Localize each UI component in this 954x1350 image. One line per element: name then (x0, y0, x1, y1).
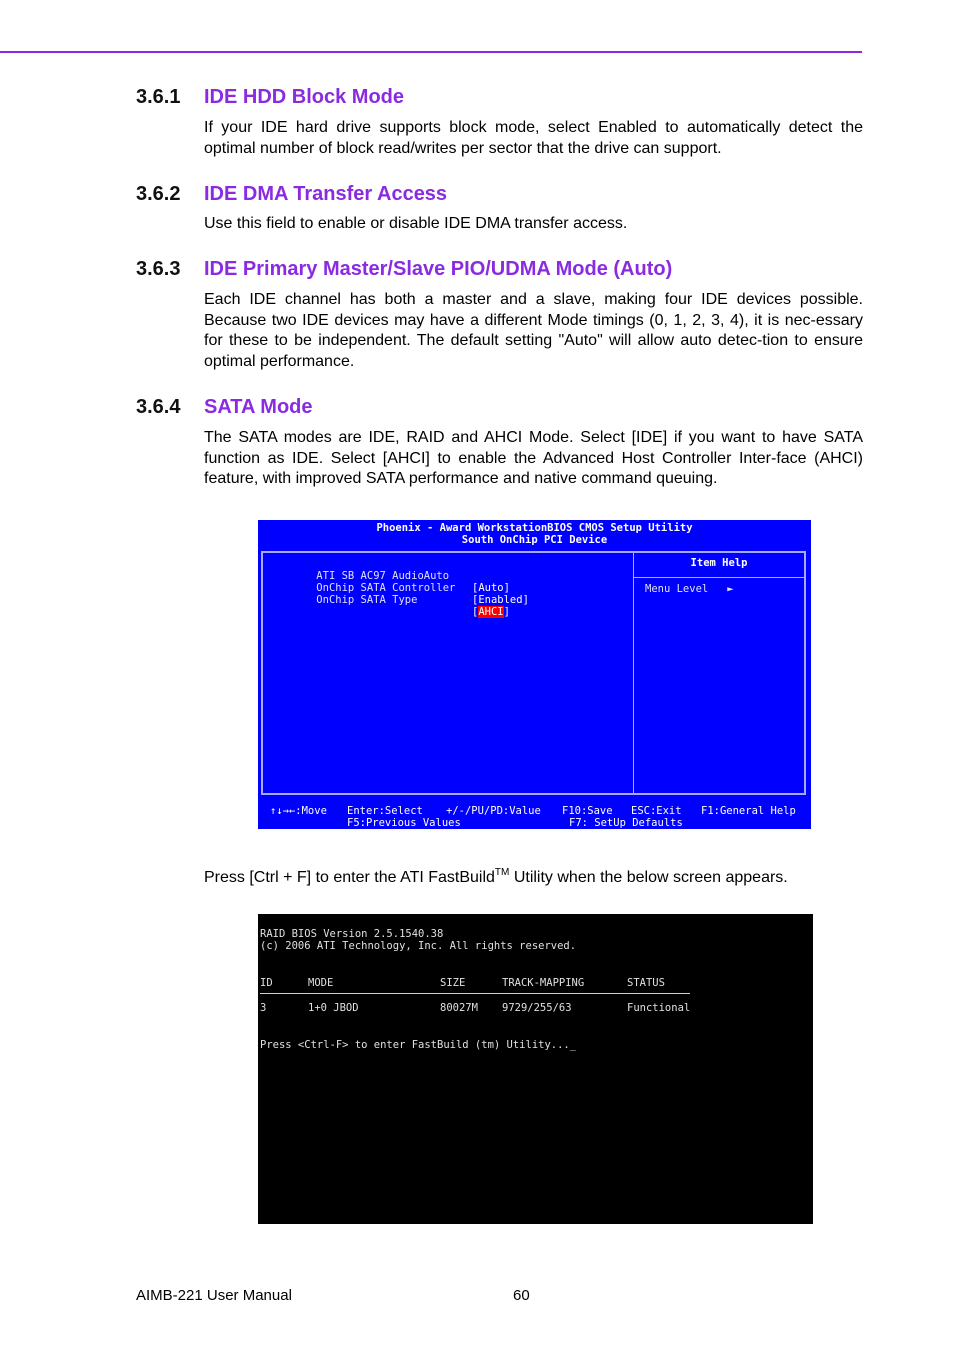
manual-name: AIMB-221 User Manual (136, 1287, 292, 1304)
bios-option-label: ATI SB AC97 AudioAuto (316, 570, 450, 582)
section-body: The SATA modes are IDE, RAID and AHCI Mode. Select [IDE] if you want to have SATA function as IDE. Select [AHCI] to enable the Advanced Host Controller Inter-face (AHCI) feature, with improved SATA performance and native command queuing. (204, 429, 863, 488)
key-exit: ESC:Exit (631, 805, 682, 817)
key-value: +/-/PU/PD:Value (446, 805, 541, 817)
press-note (204, 863, 788, 888)
raid-cell-status: Functional (627, 1002, 691, 1014)
bracket-close: ] (503, 606, 510, 618)
key-save: F10:Save (562, 805, 613, 817)
key-select: Enter:Select (347, 805, 423, 817)
raid-version: RAID BIOS Version 2.5.1540.38 (260, 928, 444, 940)
section-body: Each IDE channel has both a master and a slave, making four IDE devices possible. Because two IDE devices may have a different Mode timings (0, 1, 2, 3, 4), it is nec-essary for these to be independent. The default setting "Auto" will allow auto detec-tion to ensure optimal performance. (204, 291, 863, 370)
section-title: IDE Primary Master/Slave PIO/UDMA Mode (Auto) (204, 258, 673, 280)
raid-header-status: STATUS (627, 977, 665, 989)
bios-help-divider (634, 577, 804, 578)
section-body: Use this field to enable or disable IDE DMA transfer access. (204, 215, 628, 232)
raid-cell-id: 3 (260, 1002, 267, 1014)
bios-footer (258, 799, 811, 829)
bios-divider (633, 553, 634, 793)
bios-option-value[interactable]: [Auto] (472, 582, 510, 594)
section-title: SATA Mode (204, 396, 313, 418)
section-body: If your IDE hard drive supports block mode, select Enabled to automatically detect the optimal number of block read/writes per sector that the drive can support. (204, 119, 863, 157)
bios-header (258, 520, 811, 551)
page-number: 60 (513, 1287, 530, 1304)
bios-option-label: OnChip SATA Type (316, 594, 418, 606)
key-help: F1:General Help (701, 805, 796, 817)
help-menu-level (645, 583, 734, 595)
bios-subtitle: South OnChip PCI Device (461, 534, 608, 546)
top-rule (0, 51, 862, 53)
bios-option-row[interactable] (291, 582, 621, 630)
bracket-open: [ (472, 606, 479, 618)
raid-copyright: (c) 2006 ATI Technology, Inc. All rights reserved. (260, 940, 577, 952)
raid-header-size: SIZE (440, 977, 466, 989)
key-move: ↑↓→←:Move (270, 805, 327, 817)
selected-value[interactable]: AHCI (478, 606, 504, 618)
arrow-right-icon: ► (727, 583, 734, 595)
raid-cell-size: 80027M (440, 1002, 478, 1014)
raid-bios-screen (258, 914, 813, 1224)
bios-option-value[interactable] (472, 606, 510, 618)
section-number: 3.6.3 (136, 258, 181, 280)
press-note-before: Press [Ctrl + F] to enter the ATI FastBuild (204, 869, 495, 886)
raid-header-rule (260, 993, 690, 994)
section-number: 3.6.4 (136, 396, 181, 418)
section-title: IDE DMA Transfer Access (204, 183, 448, 205)
raid-cell-mode: 1+0 JBOD (308, 1002, 359, 1014)
section-title: IDE HDD Block Mode (204, 86, 405, 108)
trademark-sup: TM (494, 867, 510, 878)
bios-setup-screen (258, 520, 811, 829)
item-help-title: Item Help (690, 557, 748, 569)
raid-header-track: TRACK-MAPPING (502, 977, 585, 989)
raid-prompt: Press <Ctrl-F> to enter FastBuild (tm) Utility..._ (260, 1039, 577, 1051)
section-number: 3.6.1 (136, 86, 181, 108)
section-number: 3.6.2 (136, 183, 181, 205)
raid-cell-track: 9729/255/63 (502, 1002, 572, 1014)
bios-option-value[interactable]: [Enabled] (472, 594, 529, 606)
raid-header-id: ID (260, 977, 273, 989)
help-menu-label: Menu Level (645, 583, 709, 595)
raid-header-mode: MODE (308, 977, 334, 989)
press-note-after: Utility when the below screen appears. (509, 869, 788, 886)
bios-title: Phoenix - Award WorkstationBIOS CMOS Setup Utility (376, 522, 693, 534)
key-setup-defaults: F7: SetUp Defaults (569, 817, 683, 829)
key-previous-values: F5:Previous Values (347, 817, 461, 829)
bios-option-label: OnChip SATA Controller (316, 582, 456, 594)
